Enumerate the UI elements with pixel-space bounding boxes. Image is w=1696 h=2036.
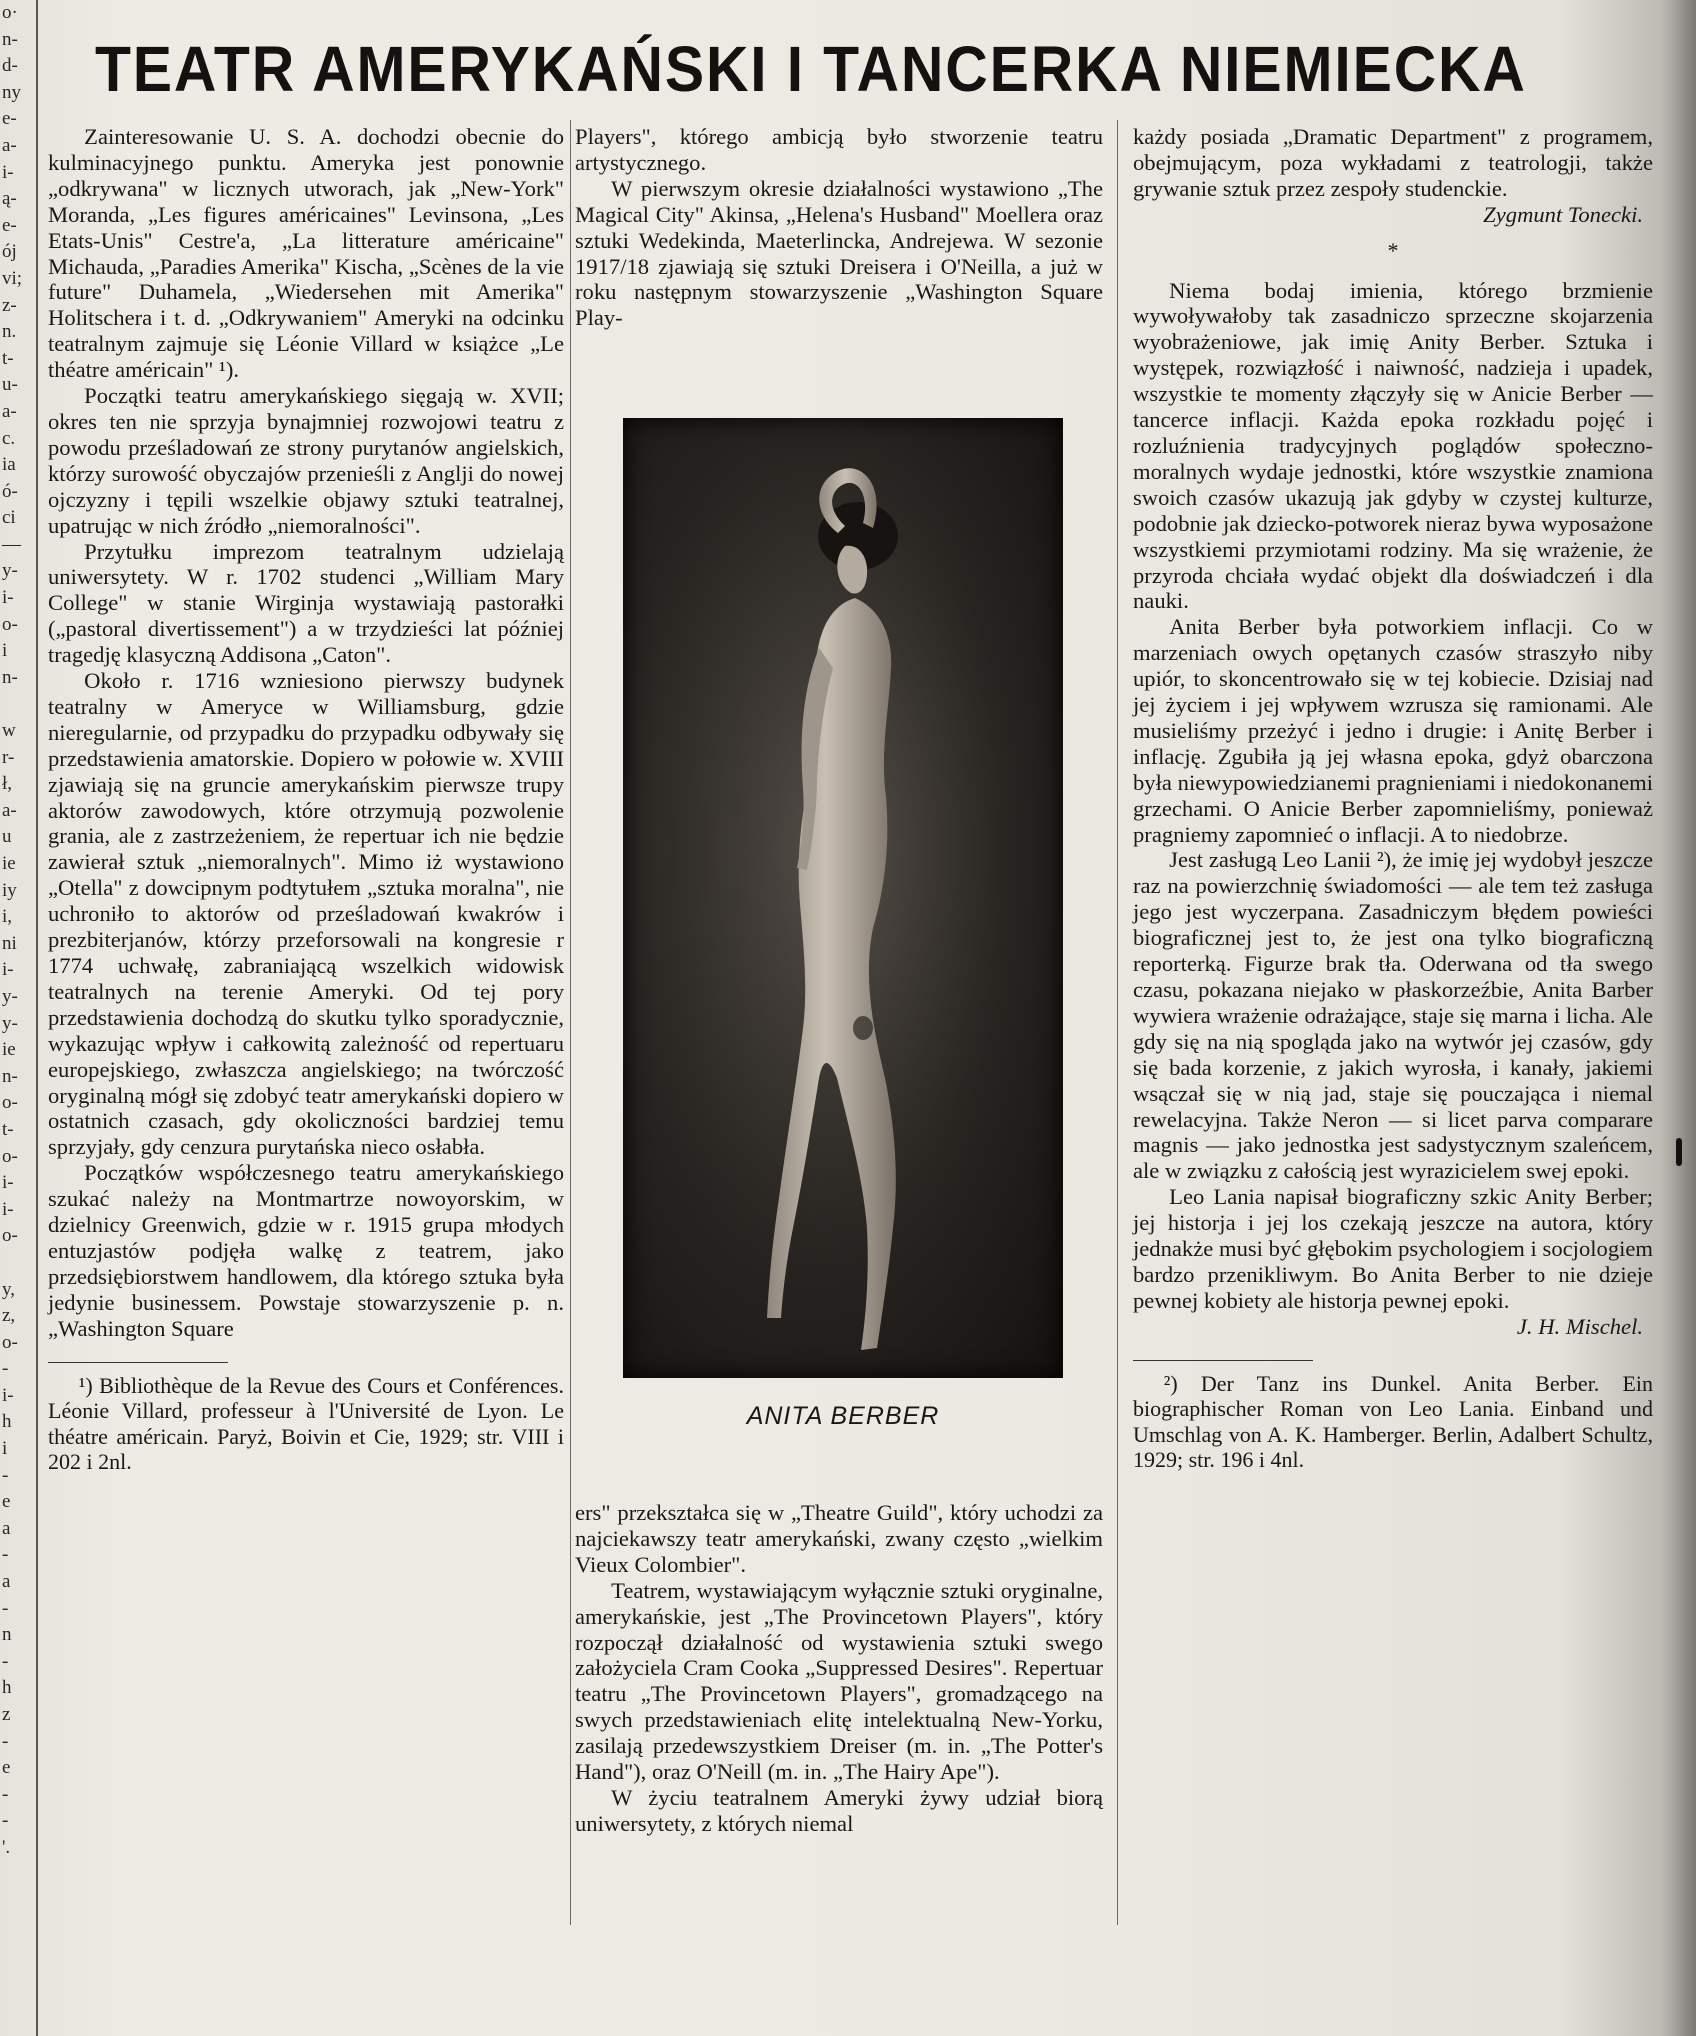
fragment-line: - <box>2 1464 9 1486</box>
fragment-line: ó- <box>2 480 18 502</box>
fragment-line: i- <box>2 1172 14 1194</box>
fragment-line: e- <box>2 108 17 130</box>
fragment-line <box>0 1250 36 1277</box>
fragment-line: - <box>2 1358 9 1380</box>
fragment-line: '. <box>2 1836 11 1858</box>
fragment-line: d- <box>2 55 18 77</box>
fragment-line: z- <box>2 294 17 316</box>
fragment-line: o- <box>2 1145 18 1167</box>
fragment-line: - <box>2 1650 9 1672</box>
fragment-line: z, <box>2 1305 16 1327</box>
fragment-line: t- <box>2 347 14 369</box>
fragment-line: i- <box>2 587 14 609</box>
fragment-line: o· <box>2 2 18 23</box>
fragment-line: i, <box>2 906 13 928</box>
fragment-line: u- <box>2 374 18 396</box>
fragment-line: n <box>2 1624 12 1646</box>
fragment-line: n- <box>2 28 18 50</box>
fragment-line: - <box>2 1783 9 1805</box>
fragment-line: n- <box>2 1065 18 1087</box>
headline: TEATR AMERYKAŃSKI I TANCERKA NIEMIECKA <box>95 33 1527 105</box>
paragraph: Około r. 1716 wzniesiono pierwszy budynek teatralny w Ameryce w Williamsburg, gdzie nieregularnie, od przypadku do przypadku odbywały się przedstawienia amatorskie. Dopiero w połowie w. XVIII zjawiają się na gruncie amerykańskim pierwsze trupy aktorów zawodowych, które otrzymują pozwolenie grania, ale z zastrzeżeniem, że repertuar ich nie będzie zawierał sztuk „niemoralnych". Mimo iż wystawiono „Otella" z dowcipnym podtytułem „sztuka moralna", nie uchroniło to aktorów od prześladowań kwakrów i prezbiterjanów, którzy przeforsowali na kongresie r 1774 uchwałę, zabraniającą wszelkich widowisk teatralnych na terenie Ameryki. Od tej pory przedstawienia dochodzą do skutku tylko sporadycznie, wykazując wpływ i całkowitą zależność od repertuaru europejskiego, zwłaszcza angielskiego; na twórczość oryginalną mógł się zdobyć teatr amerykański dopiero w ostatnich czasach, gdy okoliczności bardziej temu sprzyjały, gdy cenzura purytańska nieco osłabła. <box>48 668 564 1160</box>
anita-berber-photo <box>623 418 1063 1378</box>
fragment-line: ie <box>2 853 16 874</box>
paragraph: W pierwszym okresie działalności wystawiono „The Magical City" Akinsa, „Helena's Husband" Moellera oraz sztuki Wedekinda, Maeterlincka, Andrejewa. W sezonie 1917/18 zjawiają się sztuki Dreisera i O'Neilla, a już w roku następnym stowarzyszenie „Washington Square Play- <box>575 175 1103 331</box>
fragment-line: a- <box>2 134 17 156</box>
footnote-text: ¹) Bibliothèque de la Revue des Cours et Conférences. Léonie Villard, professeur à l'Université de Lyon. Le théatre américain. Paryż, Boivin et Cie, 1929; str. VIII i 202 i 2nl. <box>48 1372 564 1475</box>
fragment-line: ny <box>2 81 21 103</box>
column-rule <box>570 120 571 1925</box>
fragment-line: y, <box>2 1278 16 1300</box>
column3 <box>1133 124 1653 1473</box>
footnote-2 <box>1133 1371 1653 1473</box>
author-signature: Zygmunt Tonecki. <box>1483 201 1643 227</box>
fragment-line: y- <box>2 985 18 1007</box>
footnote-1 <box>48 1373 564 1475</box>
footnote-rule <box>1133 1360 1313 1361</box>
fragment-line: i- <box>2 1384 14 1406</box>
fragment-line: o- <box>2 1331 18 1353</box>
fragment-line: w <box>2 720 16 742</box>
fragment-line: c. <box>2 427 16 449</box>
fragment-line: o- <box>2 1225 18 1247</box>
fragment-line <box>0 691 36 718</box>
fragment-line: ni <box>2 932 17 954</box>
paragraph: Anita Berber była potworkiem inflacji. Co w marzeniach owych opętanych czasów straszyło niby upiór, to skoncentrowało się w tej kobiecie. Dzisiaj nad jej życiem i jej wpływem wzrusza się ramionami. Ale musieliśmy przeżyć i jedno i drugie: i Anitę Berber i inflację. Zgubiła ją jej własna epoka, gdyż obarczona była niewypowiedzianemi pragnieniami i niedokonanemi grzechami. O Anicie Berber zapomnieliśmy, ponieważ pragniemy zapomnieć o inflacji. A to niedobrze. <box>1133 614 1653 847</box>
fragment-line: - <box>2 1597 9 1619</box>
paragraph: każdy posiada „Dramatic Department" z programem, obejmującym, poza wykładami z teatrologji, także grywanie sztuk przez zespoły studenckie. <box>1133 124 1653 201</box>
fragment-line: ia <box>2 454 16 476</box>
fragment-line: h <box>2 1411 12 1433</box>
fragment-line: e <box>2 1491 11 1513</box>
fragment-line: o- <box>2 613 18 635</box>
fragment-line: u <box>2 826 12 848</box>
fragment-line: a <box>2 1571 11 1593</box>
fragment-line: n. <box>2 321 17 343</box>
fragment-line: ój <box>2 241 17 263</box>
paragraph: Niema bodaj imienia, którego brzmienie wywoływałoby tak zasadniczo sprzeczne skojarzenia wyobrażeniowe, jak imię Anity Berber. Sztuka i występek, rozwiązłość i naiwność, nadzieja i upadek, wszystkie te momenty złączyły się w Anicie Berber — tancerce inflacji. Każda epoka rozkładu pojęć i rozluźnienia tradycyjnych poglądów społeczno-moralnych wydaje jednostki, które wszystkie znamiona swoich czasów ukazują jak gdyby w czystej kulturze, podobnie jak dziecko-potworek nieraz bywa wyposażone wszystkiemi przymiotami rodziny. Ma się wrażenie, że przyroda chciała wydać objekt dla doświadczeń i dla nauki. <box>1133 277 1653 614</box>
article1-column2-bottom <box>575 1500 1103 1837</box>
fragment-line: ci <box>2 507 16 529</box>
photo-caption: ANITA BERBER <box>746 1402 940 1430</box>
fragment-line: - <box>2 1544 9 1566</box>
fragment-line: y- <box>2 560 18 582</box>
fragment-line: a <box>2 1517 11 1539</box>
fragment-line: — <box>2 533 21 555</box>
fragment-line: i- <box>2 1198 14 1220</box>
article1-column1 <box>48 124 564 1475</box>
paragraph: Players", którego ambicją było stworzenie teatru artystycznego. <box>575 124 1103 175</box>
paragraph: Zainteresowanie U. S. A. dochodzi obecnie do kulminacyjnego punktu. Ameryka jest ponownie „odkrywana" w licznych utworach, jak „New-York" Moranda, „Les figures américaines" Levinsona, „Les Etats-Unis" Cestre'a, „La litterature américaine" Michauda, „Paradies Amerika" Kischa, „Scènes de la vie future" Duhamela, „Wiedersehen mit Amerika" Holitschera i t. d. „Odkrywaniem" Ameryki na odcinku teatralnym zajmuje się Léonie Villard w książce „Le théatre américain" ¹). <box>48 124 564 383</box>
footnote-rule <box>48 1362 228 1363</box>
fragment-line: o- <box>2 1092 18 1114</box>
fragment-line: e- <box>2 214 17 236</box>
fragment-line: - <box>2 1810 9 1832</box>
fragment-line: i- <box>2 959 14 981</box>
fragment-line: i- <box>2 161 14 183</box>
paragraph: Początków współczesnego teatru amerykańskiego szukać należy na Montmartrze nowoyorskim, w dzielnicy Greenwich, gdzie w r. 1915 grupa młodych entuzjastów podjęła walkę z teatrem, jako przedsiębiorstwem handlowem, dla którego sztuka była jedynie businessem. Powstaje stowarzyszenie p. n. „Washington Square <box>48 1160 564 1341</box>
article1-column2-top <box>575 124 1103 331</box>
fragment-line: r- <box>2 746 15 768</box>
paragraph: Leo Lania napisał biograficzny szkic Anity Berber; jej historja i jej los czekają jeszcze na autora, który jednakże musi być głębokim psychologiem i socjologiem bardzo przenikliwym. Bo Anita Berber to nie dzieje pewnej kobiety ale historja pewnej epoki. <box>1133 1184 1653 1313</box>
footnote-text: ²) Der Tanz ins Dunkel. Anita Berber. Ein biographischer Roman von Leo Lania. Einband und Umschlag von A. K. Hamberger. Berlin, Adalbert Schultz, 1929; str. 196 i 4nl. <box>1133 1370 1653 1473</box>
fragment-line: ie <box>2 1039 16 1061</box>
binding-mark <box>1676 1138 1682 1166</box>
fragment-line: e <box>2 1757 11 1779</box>
author-signature: J. H. Mischel. <box>1516 1313 1643 1339</box>
paragraph: Przytułku imprezom teatralnym udzielają uniwersytety. W r. 1702 studenci „William Mary College" w stanie Wirginja wystawiają pastorałki („pastoral divertissement") a w trzydzieści lat później tragedję klasyczną Addisona „Caton". <box>48 538 564 668</box>
fragment-line: - <box>2 1730 9 1752</box>
fragment-line: iy <box>2 879 17 901</box>
paragraph: Początki teatru amerykańskiego sięgają w. XVII; okres ten nie sprzyja bynajmniej rozwojowi teatru z powodu prześladowań ze strony purytanów angielskich, którzy surowość obyczajów przenieśli z Anglji do nowej ojczyzny i tępili wszelkie objawy sztuki teatralnej, upatrując w nich źródło „niemoralności". <box>48 383 564 538</box>
fragment-line: ą- <box>2 188 17 210</box>
paragraph: W życiu teatralnem Ameryki żywy udział biorą uniwersytety, z których niemal <box>575 1784 1103 1836</box>
fragment-line: n- <box>2 666 18 688</box>
paragraph: Teatrem, wystawiającym wyłącznie sztuki oryginalne, amerykańskie, jest „The Provincetown Players", który rozpoczął działalność od wystawienia sztuki swego założyciela Cram Cooka „Suppressed Desires". Repertuar teatru „The Provincetown Players", gromadzącego na swych przedstawieniach elitę intelektualną New-Yorku, zasilają przedewszystkiem Dreiser (m. in. „The Potter's Hand"), oraz O'Neill (m. in. „The Hairy Ape"). <box>575 1577 1103 1785</box>
column-rule <box>1117 120 1118 1925</box>
fragment-line: a- <box>2 799 17 821</box>
previous-page-column-fragments <box>0 0 38 2036</box>
section-separator: * <box>1387 237 1399 263</box>
fragment-line: i <box>2 640 8 662</box>
fragment-line: z <box>2 1704 11 1725</box>
fragment-line: h <box>2 1677 12 1699</box>
paragraph: ers" przekształca się w „Theatre Guild", który uchodzi za najciekawszy teatr amerykański, zwany często „wielkim Vieux Colombier". <box>575 1500 1103 1577</box>
fragment-line: vi; <box>2 267 23 289</box>
fragment-line: t- <box>2 1118 14 1140</box>
fragment-line: i <box>2 1438 8 1460</box>
paragraph: Jest zasługą Leo Lanii ²), że imię jej wydobył jeszcze raz na powierzchnię świadomości — ale tem też zasługa jego jest wyczerpana. Zasadniczym błędem powieści biograficznej jest to, że jest ona tylko biograficzną reporterką. Figurze brak tła. Oderwana od tła swego czasu, pokazana niejako w płaskorzeźbie, Anita Barber wywiera wrażenie odrażające, staje się marna i licha. Ale gdy się na nią spogląda jako na wytwór jej czasów, gdy się bada korzenie, z jakich wyrosła, i kanały, jakiemi wsączał się w nią jad, staje się pouczająca i niemal rewelacyjna. Także Neron — si licet parva comparare magnis — jako jednostka jest sadystycznym szaleńcem, ale w związku z całością jest wyrazicielem swej epoki. <box>1133 847 1653 1184</box>
fragment-line: a- <box>2 400 17 422</box>
fragment-line: y- <box>2 1012 18 1034</box>
dancer-figure-image <box>623 418 1063 1378</box>
fragment-line: ł, <box>2 773 13 795</box>
